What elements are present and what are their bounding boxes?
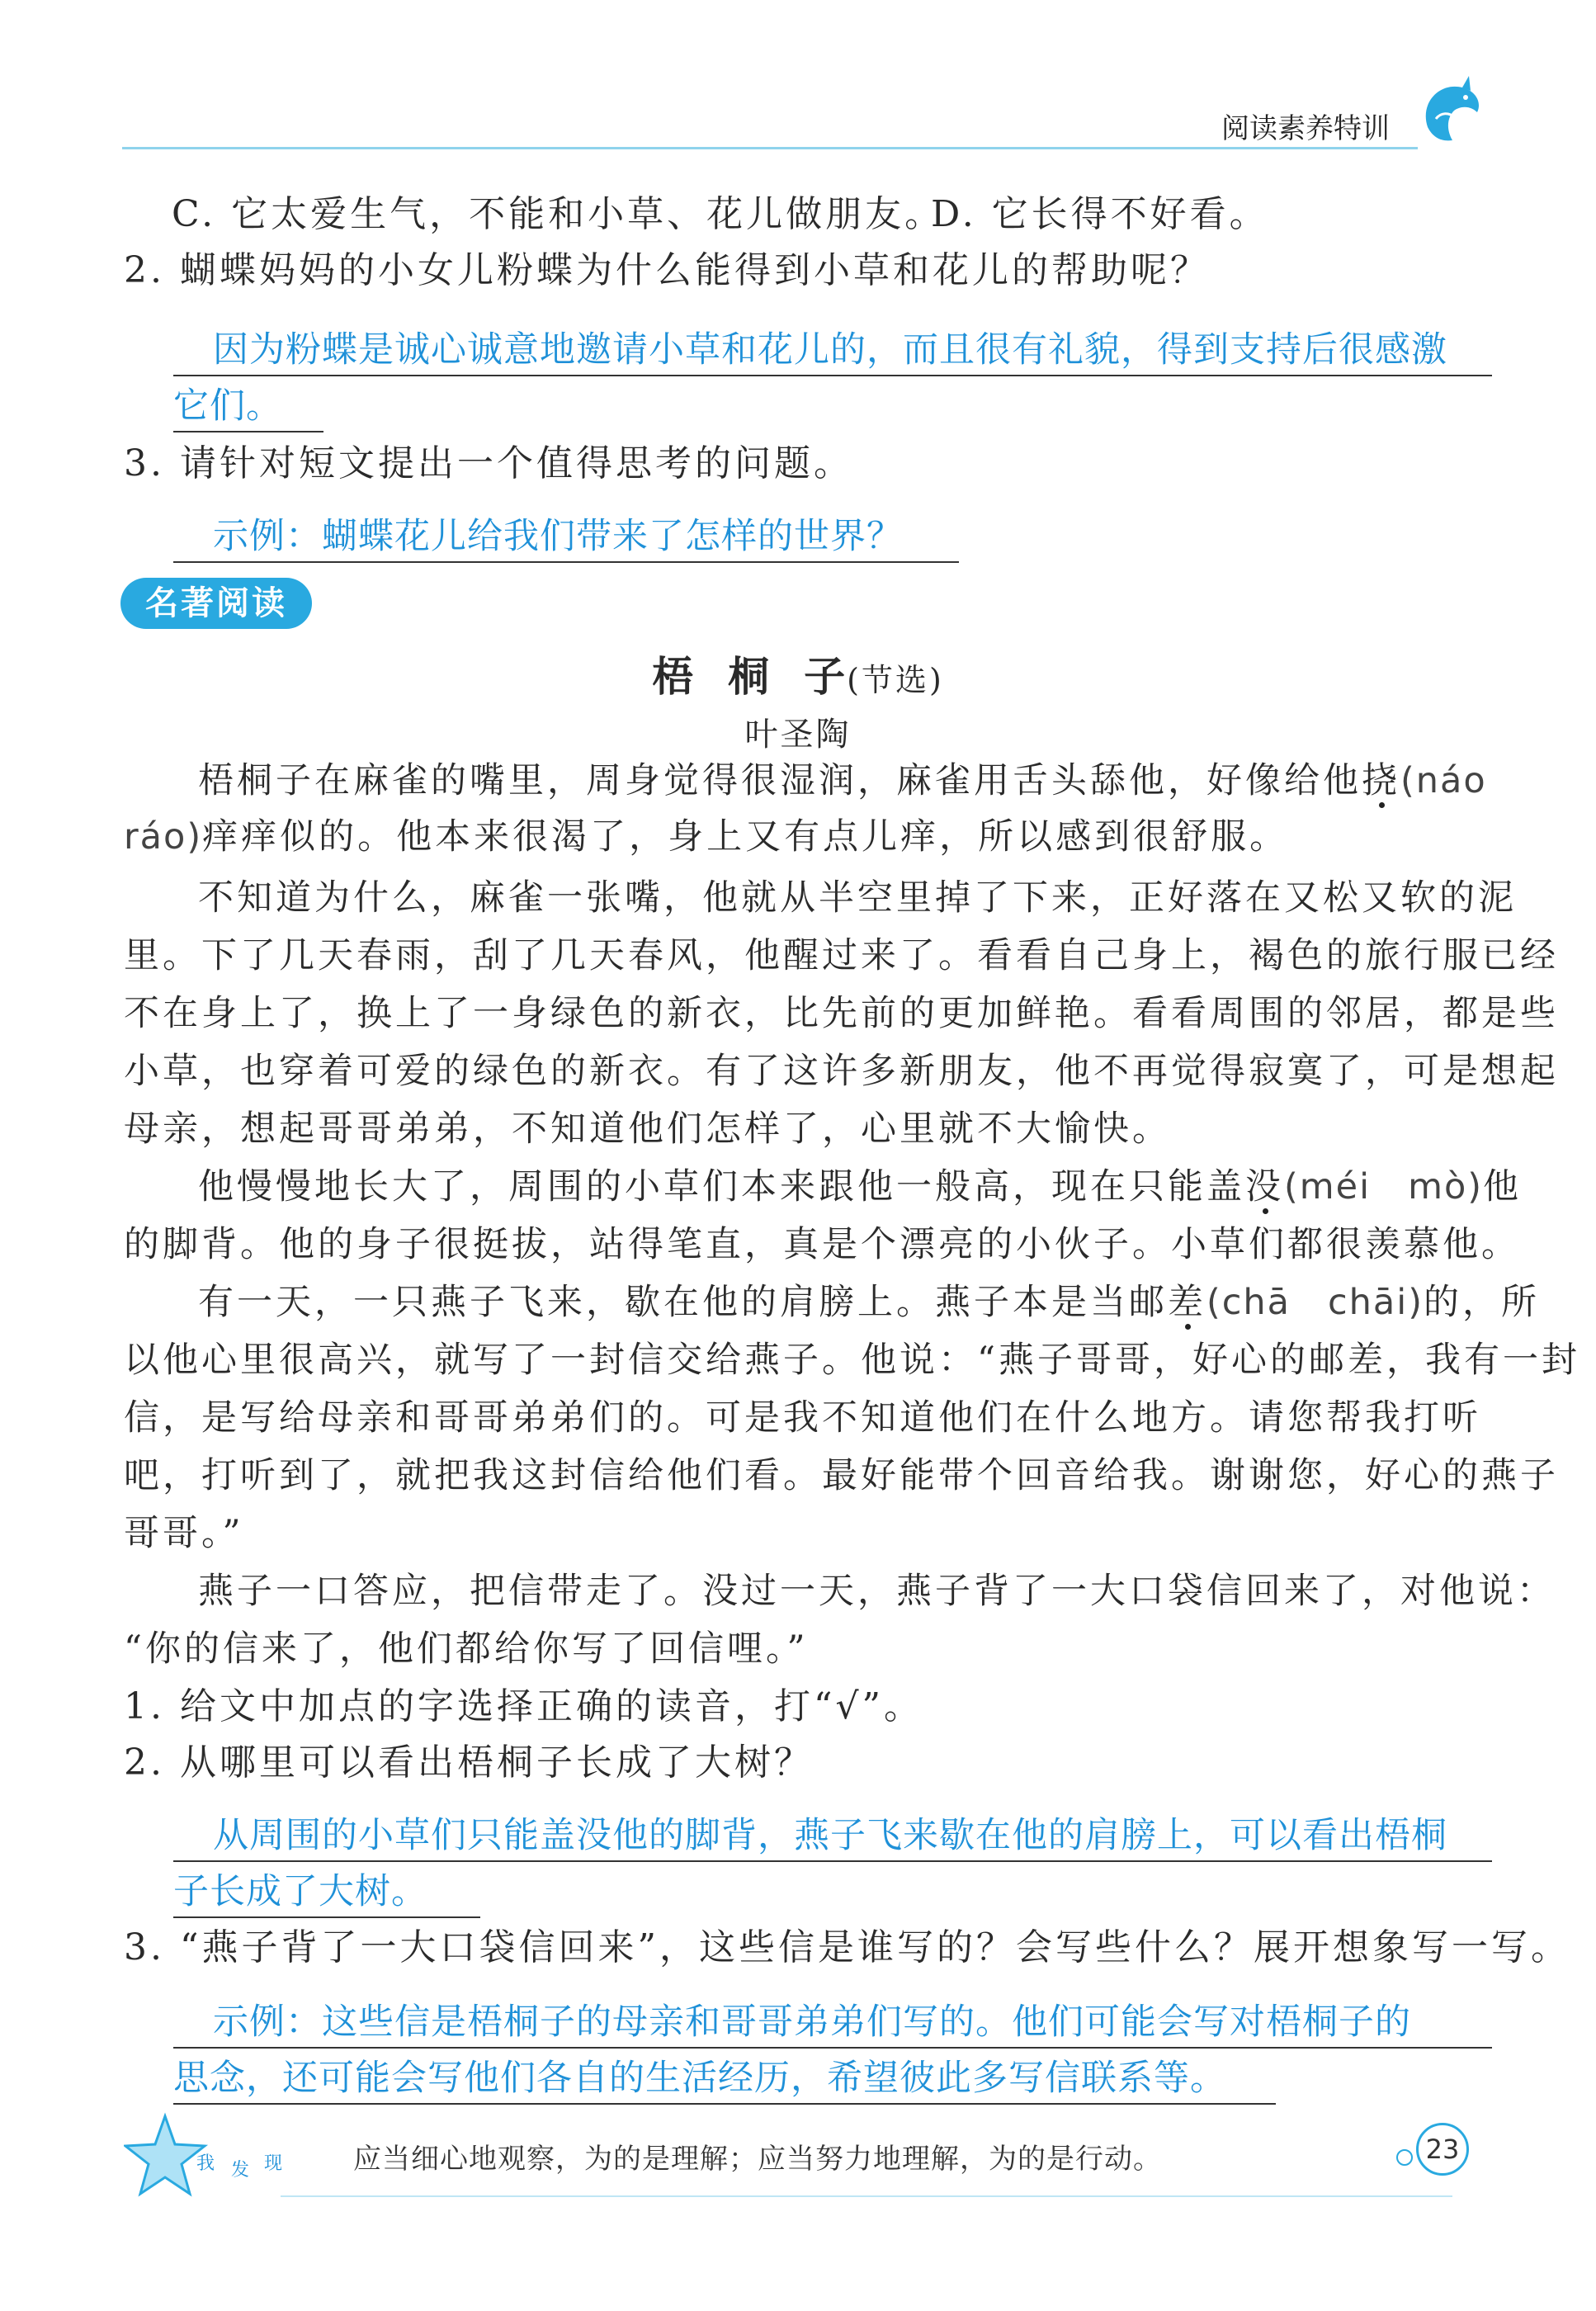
answer-underline	[173, 2103, 1276, 2105]
passage-author: 叶圣陶	[744, 716, 852, 754]
passage-line: 以他心里很高兴，就写了一封信交给燕子。他说：“燕子哥哥，好心的邮差，我有一封	[124, 1340, 1580, 1381]
answer-underline	[173, 431, 323, 432]
passage-line: 不知道为什么，麻雀一张嘴，他就从半空里掉了下来，正好落在又松又软的泥	[198, 877, 1517, 919]
text: 他	[1483, 1166, 1523, 1207]
footer-tag: 发	[231, 2160, 250, 2181]
passage-line: 里。下了几天春雨，刮了几天春风，他醒过来了。看看自己身上，褐色的旅行服已经	[124, 935, 1559, 976]
text: 的，所	[1424, 1282, 1540, 1323]
passage-line: 母亲，想起哥哥弟弟，不知道他们怎样了，心里就不大愉快。	[124, 1108, 1171, 1150]
passage-line: 吧，打听到了，就把我这封信给他们看。最好能带个回音给我。谢谢您，好心的燕子	[124, 1455, 1559, 1496]
passage-line	[198, 1274, 1540, 1331]
passage-line	[198, 1159, 1522, 1216]
dotted-char: 没	[1245, 1166, 1284, 1207]
footer-tag: 现	[264, 2153, 283, 2174]
passage-line	[124, 809, 1288, 866]
pinyin-choice: (chā chāi)	[1206, 1282, 1424, 1323]
question-2-prev: 2. 蝴蝶妈妈的小女儿粉蝶为什么能得到小草和花儿的帮助呢？	[124, 249, 1210, 291]
pinyin-choice: ráo)	[124, 816, 203, 858]
answer-2-line1: 从周围的小草们只能盖没他的脚背，燕子飞来歇在他的肩膀上，可以看出梧桐	[213, 1815, 1447, 1856]
header-title: 阅读素养特训	[1221, 112, 1390, 145]
section-badge: 名著阅读	[120, 578, 312, 629]
passage-line: “你的信来了，他们都给你写了回信哩。”	[124, 1628, 809, 1670]
text: 痒痒似的。他本来很渴了，身上又有点儿痒，所以感到很舒服。	[202, 816, 1289, 858]
text: 有一天，一只燕子飞来，歇在他的肩膀上。燕子本是当邮	[198, 1282, 1168, 1323]
bubble-decoration	[1396, 2149, 1413, 2166]
footer-rule	[281, 2195, 1452, 2197]
answer-underline	[173, 2047, 1492, 2049]
passage-line: 信，是写给母亲和哥哥弟弟们的。可是我不知道他们在什么地方。请您帮我打听	[124, 1397, 1481, 1439]
pinyin-choice: (méi mò)	[1284, 1166, 1484, 1207]
question-1: 1. 给文中加点的字选择正确的读音，打“√”。	[124, 1685, 923, 1727]
dolphin-icon	[1411, 69, 1485, 160]
pinyin-choice: (náo	[1400, 760, 1487, 801]
answer-underline	[173, 1860, 1492, 1862]
answer-3-prev: 示例：蝴蝶花儿给我们带来了怎样的世界？	[213, 516, 903, 557]
passage-line: 燕子一口答应，把信带走了。没过一天，燕子背了一大口袋信回来了，对他说：	[198, 1571, 1556, 1612]
passage-line: 不在身上了，换上了一身绿色的新衣，比先前的更加鲜艳。看看周围的邻居，都是些	[124, 993, 1559, 1034]
answer-underline	[173, 561, 959, 563]
title-note: (节选)	[847, 662, 944, 698]
passage-title	[0, 644, 1596, 703]
answer-underline	[173, 375, 1492, 376]
passage-line	[198, 753, 1487, 810]
text: 他慢慢地长大了，周围的小草们本来跟他一般高，现在只能盖	[198, 1166, 1245, 1207]
footer-tag: 我	[196, 2153, 215, 2174]
question-3-prev: 3. 请针对短文提出一个值得思考的问题。	[124, 442, 853, 484]
page-number: 23	[1416, 2123, 1469, 2176]
option-d: D. 它长得不好看。	[931, 193, 1269, 235]
text: 梧桐子在麻雀的嘴里，周身觉得很湿润，麻雀用舌头舔他，好像给他	[198, 760, 1362, 801]
answer-3-line1: 示例：这些信是梧桐子的母亲和哥哥弟弟们写的。他们可能会写对梧桐子的	[213, 2001, 1411, 2043]
title-char: 梧	[652, 652, 729, 701]
dotted-char: 挠	[1362, 760, 1400, 801]
dotted-char: 差	[1168, 1282, 1206, 1323]
answer-2-prev-line1: 因为粉蝶是诚心诚意地邀请小草和花儿的，而且很有礼貌，得到支持后很感激	[213, 329, 1447, 371]
title-char: 子	[804, 652, 848, 701]
title-char: 桐	[728, 652, 805, 701]
answer-3-line2: 思念，还可能会写他们各自的生活经历，希望彼此多写信联系等。	[173, 2058, 1226, 2099]
option-c: C. 它太爱生气，不能和小草、花儿做朋友。	[172, 193, 945, 235]
answer-underline	[173, 1916, 480, 1918]
header-rule	[122, 147, 1418, 149]
question-2: 2. 从哪里可以看出梧桐子长成了大树？	[124, 1742, 814, 1784]
passage-line: 的脚背。他的身子很挺拔，站得笔直，真是个漂亮的小伙子。小草们都很羡慕他。	[124, 1224, 1520, 1265]
answer-2-line2: 子长成了大树。	[173, 1871, 427, 1912]
passage-line: 小草，也穿着可爱的绿色的新衣。有了这许多新朋友，他不再觉得寂寞了，可是想起	[124, 1051, 1559, 1092]
passage-line: 哥哥。”	[124, 1513, 244, 1554]
question-3: 3. “燕子背了一大口袋信回来”，这些信是谁写的？会写些什么？展开想象写一写。	[124, 1926, 1570, 1968]
footer-motto: 应当细心地观察，为的是理解；应当努力地理解，为的是行动。	[353, 2143, 1162, 2176]
answer-2-prev-line2: 它们。	[173, 385, 282, 427]
